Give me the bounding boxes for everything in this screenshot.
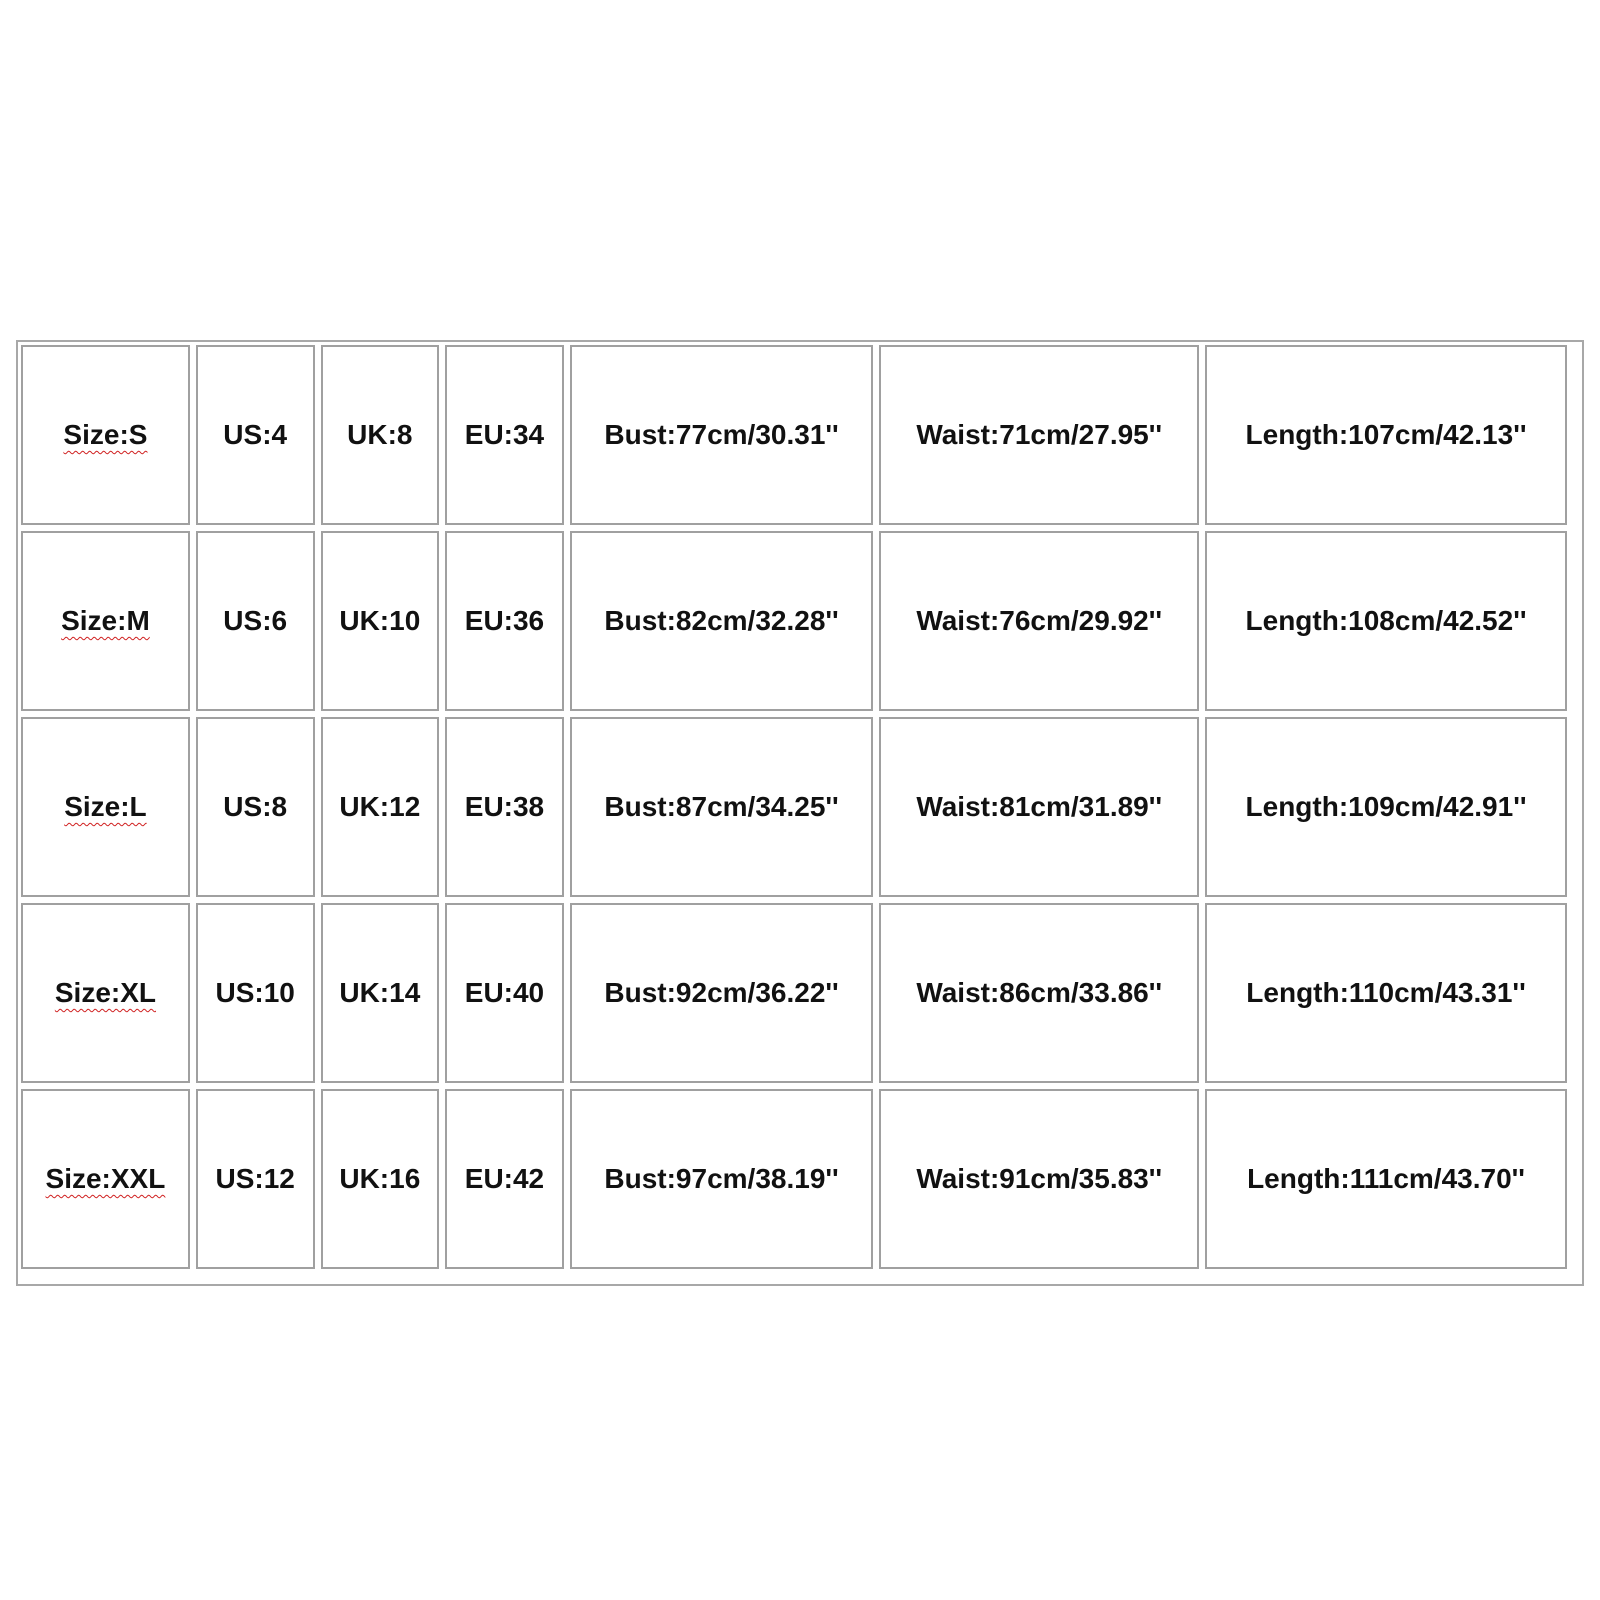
waist-cell: Waist:71cm/27.95'' bbox=[879, 345, 1199, 525]
size-chart-table bbox=[15, 339, 1573, 1275]
size-label: Size:L bbox=[64, 791, 147, 822]
us-size-cell: US:6 bbox=[196, 531, 315, 711]
table-row bbox=[21, 531, 1567, 711]
uk-size-cell: UK:16 bbox=[321, 1089, 440, 1269]
eu-size-cell: EU:40 bbox=[445, 903, 564, 1083]
bust-cell: Bust:82cm/32.28'' bbox=[570, 531, 874, 711]
length-cell: Length:111cm/43.70'' bbox=[1205, 1089, 1567, 1269]
eu-size-cell: EU:42 bbox=[445, 1089, 564, 1269]
waist-cell: Waist:81cm/31.89'' bbox=[879, 717, 1199, 897]
size-cell bbox=[21, 903, 190, 1083]
table-row bbox=[21, 717, 1567, 897]
us-size-cell: US:4 bbox=[196, 345, 315, 525]
uk-size-cell: UK:8 bbox=[321, 345, 440, 525]
us-size-cell: US:10 bbox=[196, 903, 315, 1083]
length-cell: Length:109cm/42.91'' bbox=[1205, 717, 1567, 897]
bust-cell: Bust:97cm/38.19'' bbox=[570, 1089, 874, 1269]
bust-cell: Bust:92cm/36.22'' bbox=[570, 903, 874, 1083]
table-row bbox=[21, 903, 1567, 1083]
length-cell: Length:110cm/43.31'' bbox=[1205, 903, 1567, 1083]
waist-cell: Waist:86cm/33.86'' bbox=[879, 903, 1199, 1083]
bust-cell: Bust:87cm/34.25'' bbox=[570, 717, 874, 897]
table-row bbox=[21, 1089, 1567, 1269]
size-cell bbox=[21, 531, 190, 711]
us-size-cell: US:8 bbox=[196, 717, 315, 897]
eu-size-cell: EU:38 bbox=[445, 717, 564, 897]
bust-cell: Bust:77cm/30.31'' bbox=[570, 345, 874, 525]
uk-size-cell: UK:12 bbox=[321, 717, 440, 897]
size-label: Size:M bbox=[61, 605, 150, 636]
size-label: Size:XXL bbox=[45, 1163, 166, 1194]
size-cell bbox=[21, 345, 190, 525]
size-cell bbox=[21, 717, 190, 897]
size-label: Size:XL bbox=[54, 977, 157, 1008]
table-row bbox=[21, 345, 1567, 525]
us-size-cell: US:12 bbox=[196, 1089, 315, 1269]
length-cell: Length:108cm/42.52'' bbox=[1205, 531, 1567, 711]
size-cell bbox=[21, 1089, 190, 1269]
eu-size-cell: EU:36 bbox=[445, 531, 564, 711]
waist-cell: Waist:76cm/29.92'' bbox=[879, 531, 1199, 711]
uk-size-cell: UK:10 bbox=[321, 531, 440, 711]
uk-size-cell: UK:14 bbox=[321, 903, 440, 1083]
eu-size-cell: EU:34 bbox=[445, 345, 564, 525]
size-label: Size:S bbox=[63, 419, 148, 450]
size-chart bbox=[16, 340, 1584, 1286]
length-cell: Length:107cm/42.13'' bbox=[1205, 345, 1567, 525]
waist-cell: Waist:91cm/35.83'' bbox=[879, 1089, 1199, 1269]
